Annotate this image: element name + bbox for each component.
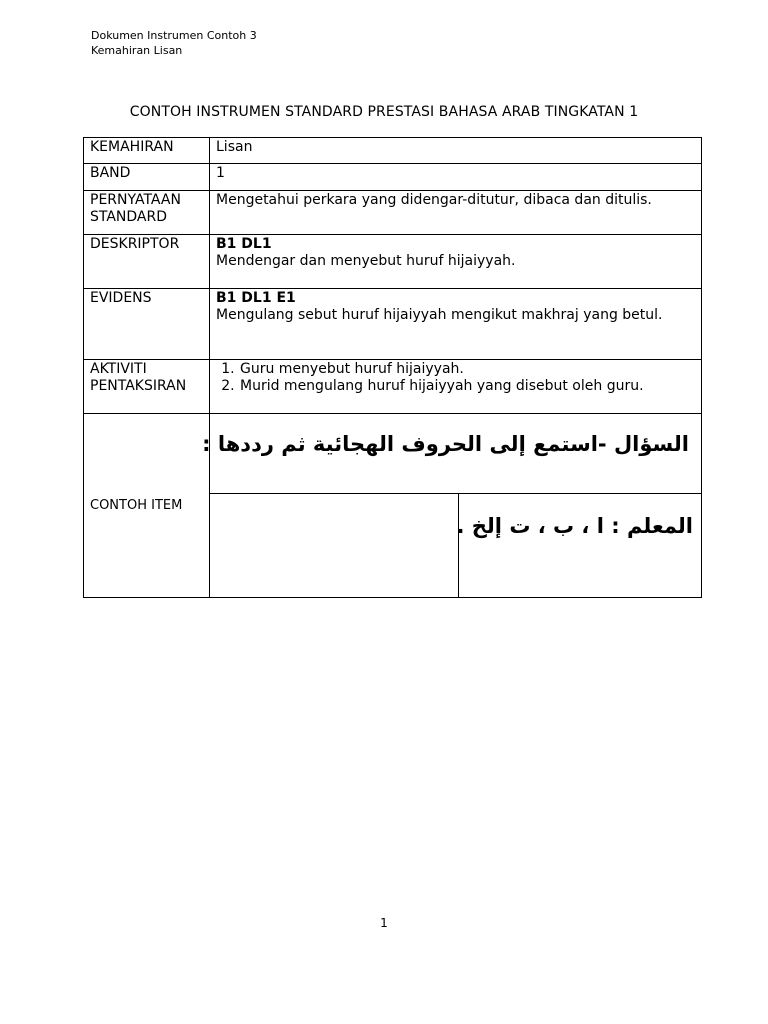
activity-list [216,361,695,395]
evidens-cell [210,289,702,360]
kemahiran-value: Lisan [210,138,702,164]
aktiviti-label-line1: AKTIVITI [90,361,147,377]
page-number: 1 [380,916,388,930]
table-row-contoh-item [84,414,702,598]
instrument-table [83,137,702,598]
header-document-name: Dokumen Instrumen Contoh 3 [91,29,257,42]
aktiviti-label [84,360,210,414]
band-value: 1 [210,164,702,191]
item-question-box [202,414,701,494]
activity-item: 2. Murid mengulang huruf hijaiyyah yang disebut oleh guru. [239,378,695,395]
pernyataan-label [84,191,210,235]
deskriptor-value: Mendengar dan menyebut huruf hijaiyyah. [216,253,516,269]
table-row-pernyataan [84,191,702,235]
table-row-kemahiran [84,138,702,164]
item-answer-text: المعلم : ا ، ب ، ت إلخ . [456,514,693,538]
header-skill-name: Kemahiran Lisan [91,44,183,57]
evidens-value: Mengulang sebut huruf hijaiyyah mengikut makhraj yang betul. [216,307,663,323]
band-label: BAND [84,164,210,191]
table-row-band [84,164,702,191]
document-title: CONTOH INSTRUMEN STANDARD PRESTASI BAHASA ARAB TINGKATAN 1 [129,104,639,120]
pernyataan-label-line2: STANDARD [90,209,168,225]
table-row-deskriptor [84,235,702,289]
item-question-text: السؤال -استمع إلى الحروف الهجائية ثم رددها : [202,432,689,456]
pernyataan-label-line1: PERNYATAAN [90,192,181,208]
deskriptor-code: B1 DL1 [216,236,272,252]
table-row-aktiviti [84,360,702,414]
evidens-code: B1 DL1 E1 [216,290,296,306]
evidens-label: EVIDENS [84,289,210,360]
contoh-item-label: CONTOH ITEM [84,414,210,598]
page-header [91,28,257,58]
kemahiran-label: KEMAHIRAN [84,138,210,164]
aktiviti-label-line2: PENTAKSIRAN [90,378,187,394]
deskriptor-cell [210,235,702,289]
table-row-evidens [84,289,702,360]
item-blank-box [210,494,459,597]
deskriptor-label: DESKRIPTOR [84,235,210,289]
contoh-item-cell [202,414,702,598]
aktiviti-cell [210,360,702,414]
pernyataan-value: Mengetahui perkara yang didengar-ditutur, dibaca dan ditulis. [210,191,702,235]
activity-item: 1. Guru menyebut huruf hijaiyyah. [239,361,695,378]
